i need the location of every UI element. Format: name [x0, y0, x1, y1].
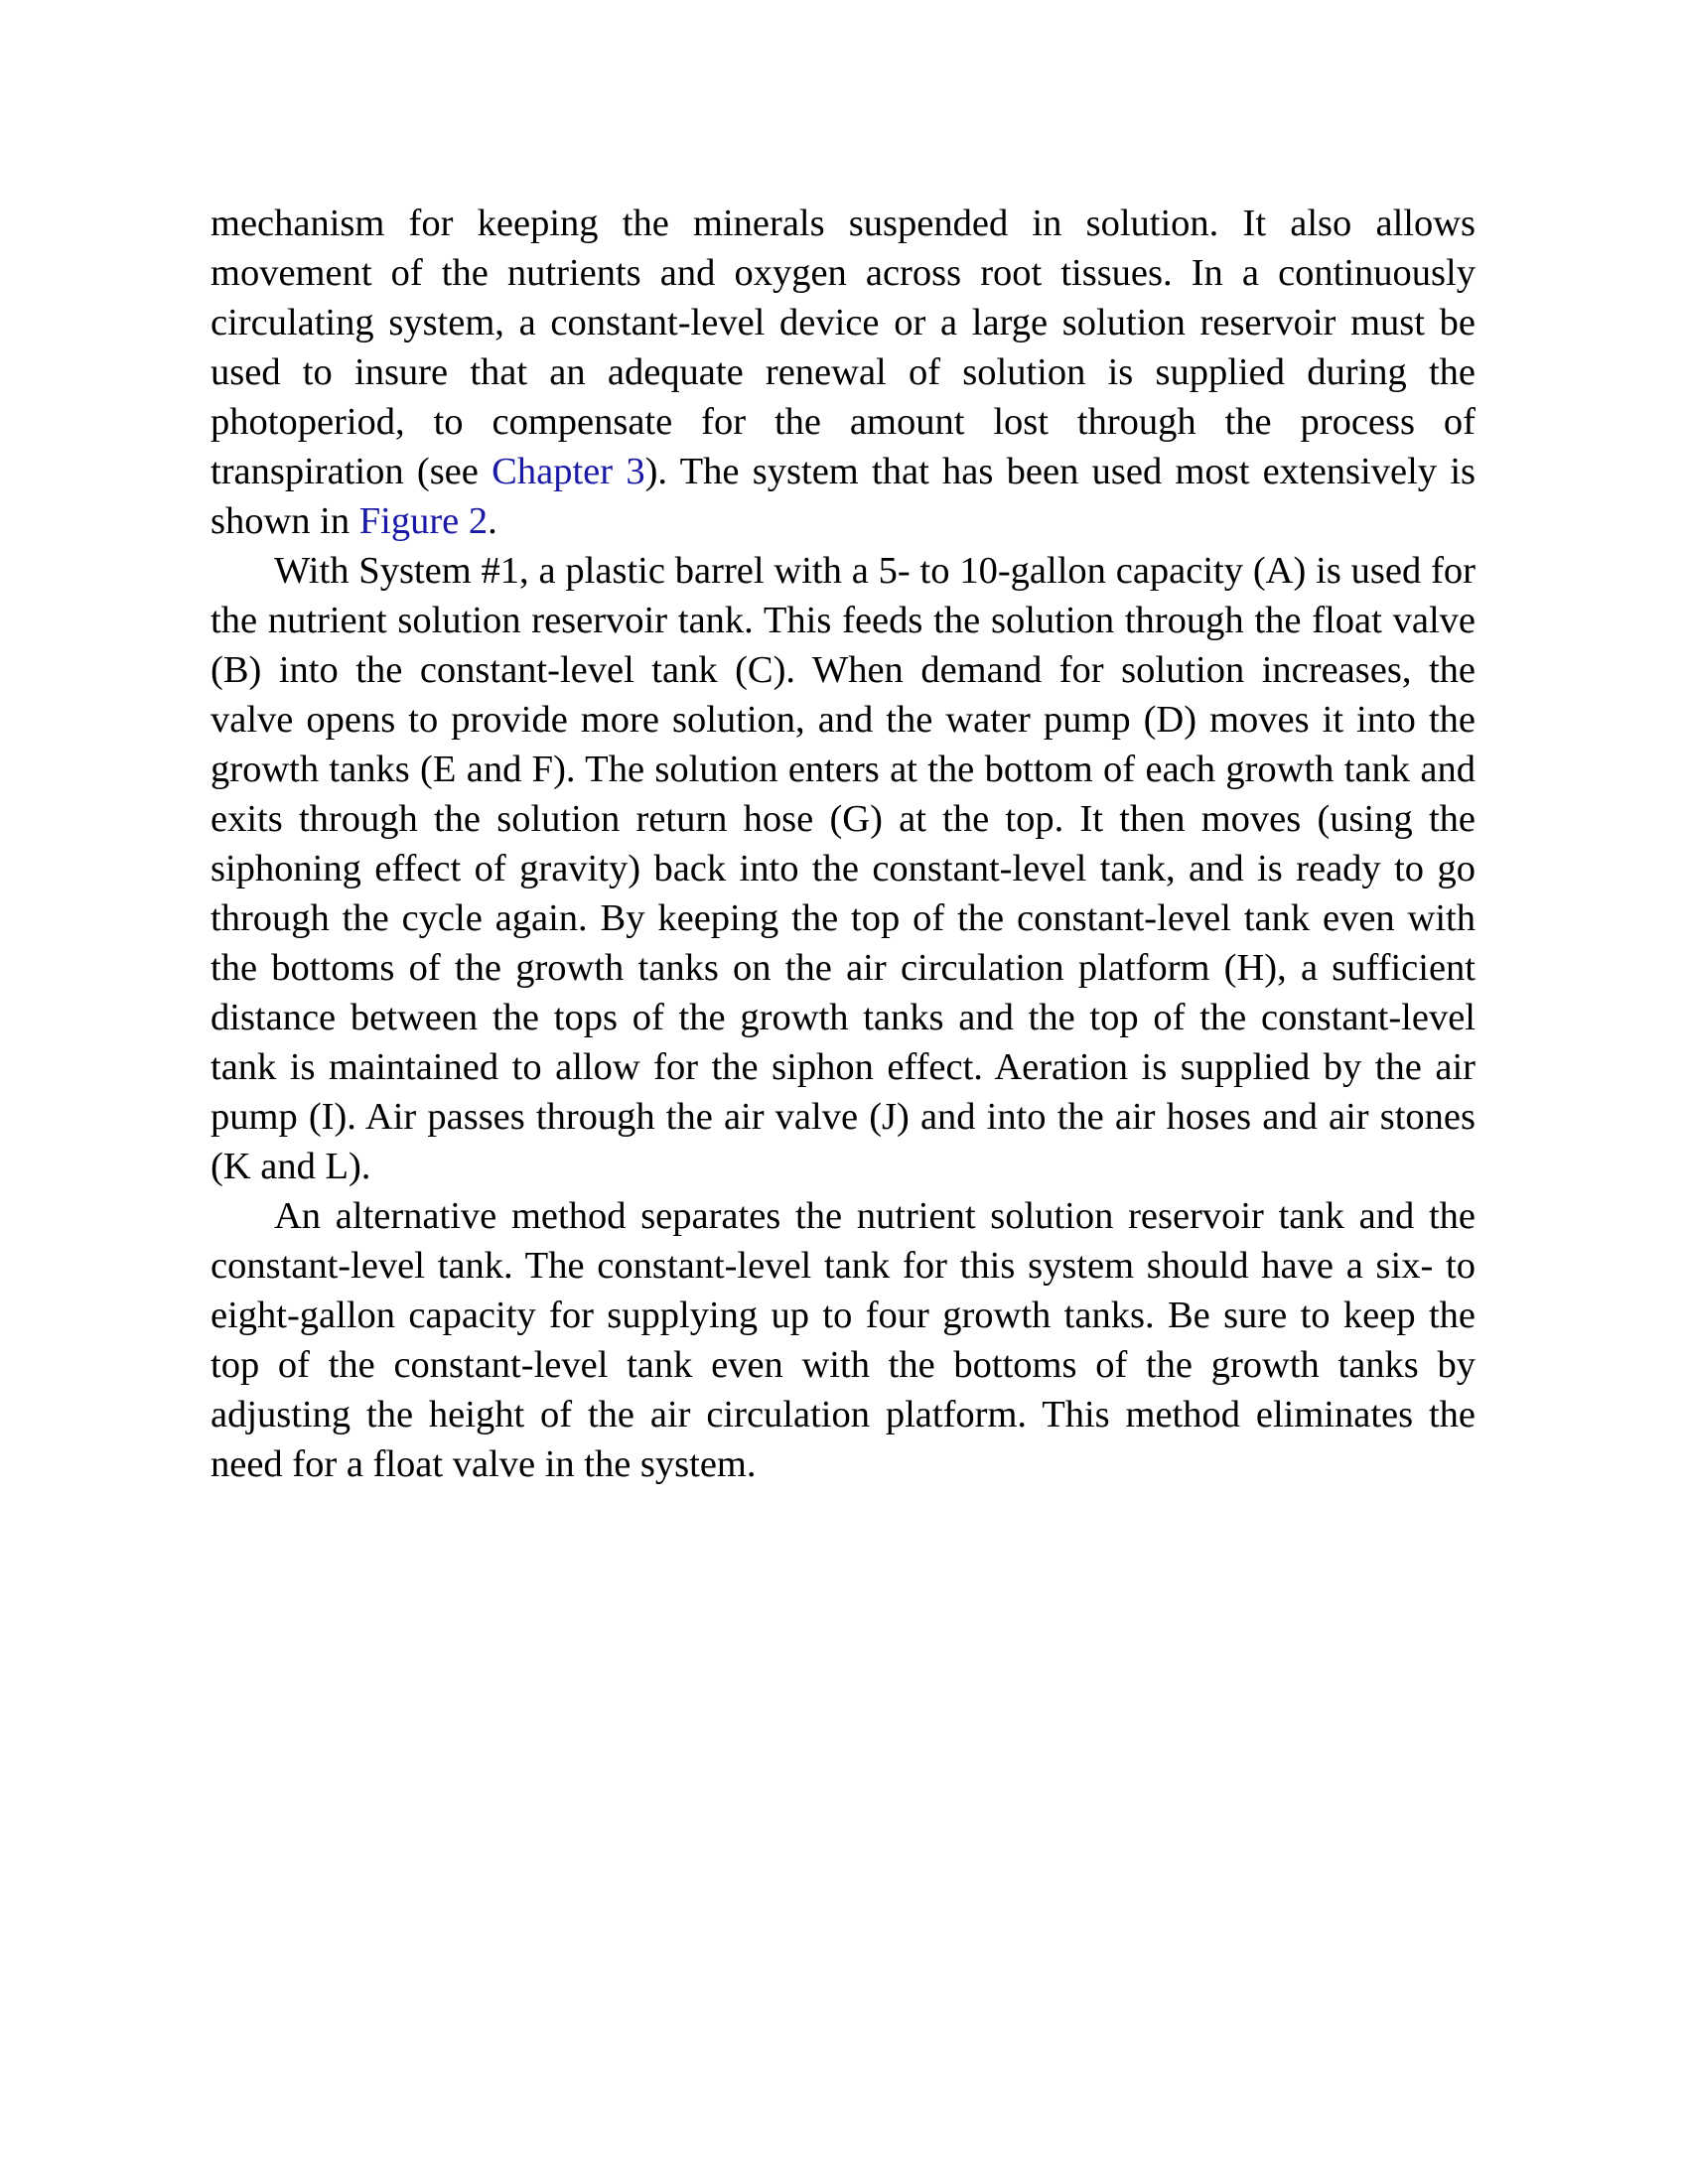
paragraph-3: An alternative method separates the nutrient solution reservoir tank and the constant-level tank. The constant-level tank for this system should have a six- to eight-gallon capacity for supplying up to four growth tanks. Be sure to keep the top of the constant-level tank even with the bottoms of the growth tanks by adjusting the height of the air circulation platform. This method eliminates the need for a float valve in the system.: [211, 1195, 1476, 1485]
paragraph-1-text-a: mechanism for keeping the minerals suspended in solution. It also allows movement of the nutrients and oxygen across root tissues. In a continuously circulating system, a constant-level device or a large solution reservoir must be used to insure that an adequate renewal of solution is supplied during the photoperiod, to compensate for the amount lost through the process of transpiration (see: [211, 203, 1476, 492]
paragraph-2: With System #1, a plastic barrel with a 5- to 10-gallon capacity (A) is used for the nutrient solution reservoir tank. This feeds the solution through the float valve (B) into the constant-level tank (C). When demand for solution increases, the valve opens to provide more solution, and the water pump (D) moves it into the growth tanks (E and F). The solution enters at the bottom of each growth tank and exits through the solution return hose (G) at the top. It then moves (using the siphoning effect of gravity) back into the constant-level tank, and is ready to go through the cycle again. By keeping the top of the constant-level tank even with the bottoms of the growth tanks on the air circulation platform (H), a sufficient distance between the tops of the growth tanks and the top of the constant-level tank is maintained to allow for the siphon effect. Aeration is supplied by the air pump (I). Air passes through the air valve (J) and into the air hoses and air stones (K and L).: [211, 550, 1476, 1187]
paragraph-1-text-b: ). The system that has been used most extensively is shown in: [211, 451, 1476, 542]
document-body: [211, 199, 1476, 1489]
paragraph-1-text-c: .: [488, 500, 497, 542]
paragraph-1: [211, 199, 1476, 546]
chapter-3-link[interactable]: Chapter 3: [492, 451, 645, 492]
figure-2-link[interactable]: Figure 2: [358, 500, 489, 542]
